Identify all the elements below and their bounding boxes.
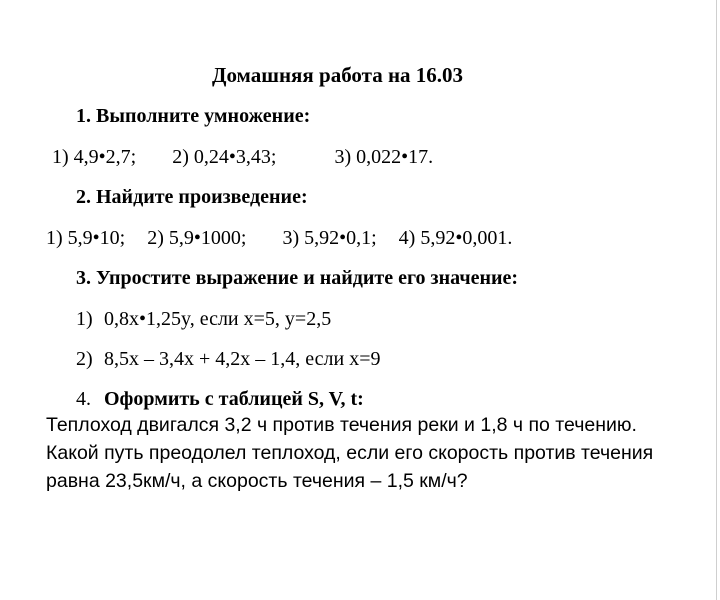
task-1-item-3: 3) 0,022•17.: [334, 146, 434, 168]
task-2-item-2: 2) 5,9•1000;: [147, 227, 247, 249]
document-title: Домашняя работа на 16.03: [212, 63, 464, 87]
task-1-item-1: 1) 4,9•2,7;: [52, 146, 137, 168]
task-1-item-2: 2) 0,24•3,43;: [172, 146, 277, 168]
task-2-items: [46, 227, 512, 249]
task-4-number: 4.: [76, 388, 91, 410]
task-2-item-3: 3) 5,92•0,1;: [282, 227, 377, 249]
task-3-expression-2-number: 2): [76, 348, 93, 370]
task-2-item-1: 1) 5,9•10;: [46, 227, 126, 249]
task-2-item-4: 4) 5,92•0,001.: [398, 227, 513, 249]
task-2-heading: 2. Найдите произведение:: [76, 186, 308, 208]
task-1-items: [52, 146, 433, 168]
task-3-expression-1-text: 0,8x•1,25y, если x=5, y=2,5: [104, 308, 332, 330]
task-3-expression-2: [76, 348, 381, 370]
task-4-heading-line: [76, 388, 364, 410]
task-3-heading: 3. Упростите выражение и найдите его значение:: [76, 267, 519, 289]
task-3-expression-2-text: 8,5x – 3,4x + 4,2x – 1,4, если x=9: [104, 348, 381, 370]
task-4-heading: Оформить с таблицей S, V, t:: [104, 388, 364, 410]
page-edge: [716, 0, 717, 600]
task-3-expression-1: [76, 308, 331, 330]
task-4-problem-text: Теплоход двигался 3,2 ч против течения реки и 1,8 ч по течению. Какой путь преодолел теплоход, если его скорость против течения равна 23,5км/ч, а скорость течения – 1,5 км/ч?: [46, 414, 654, 492]
task-1-heading: 1. Выполните умножение:: [76, 105, 311, 127]
task-3-expression-1-number: 1): [76, 308, 93, 330]
